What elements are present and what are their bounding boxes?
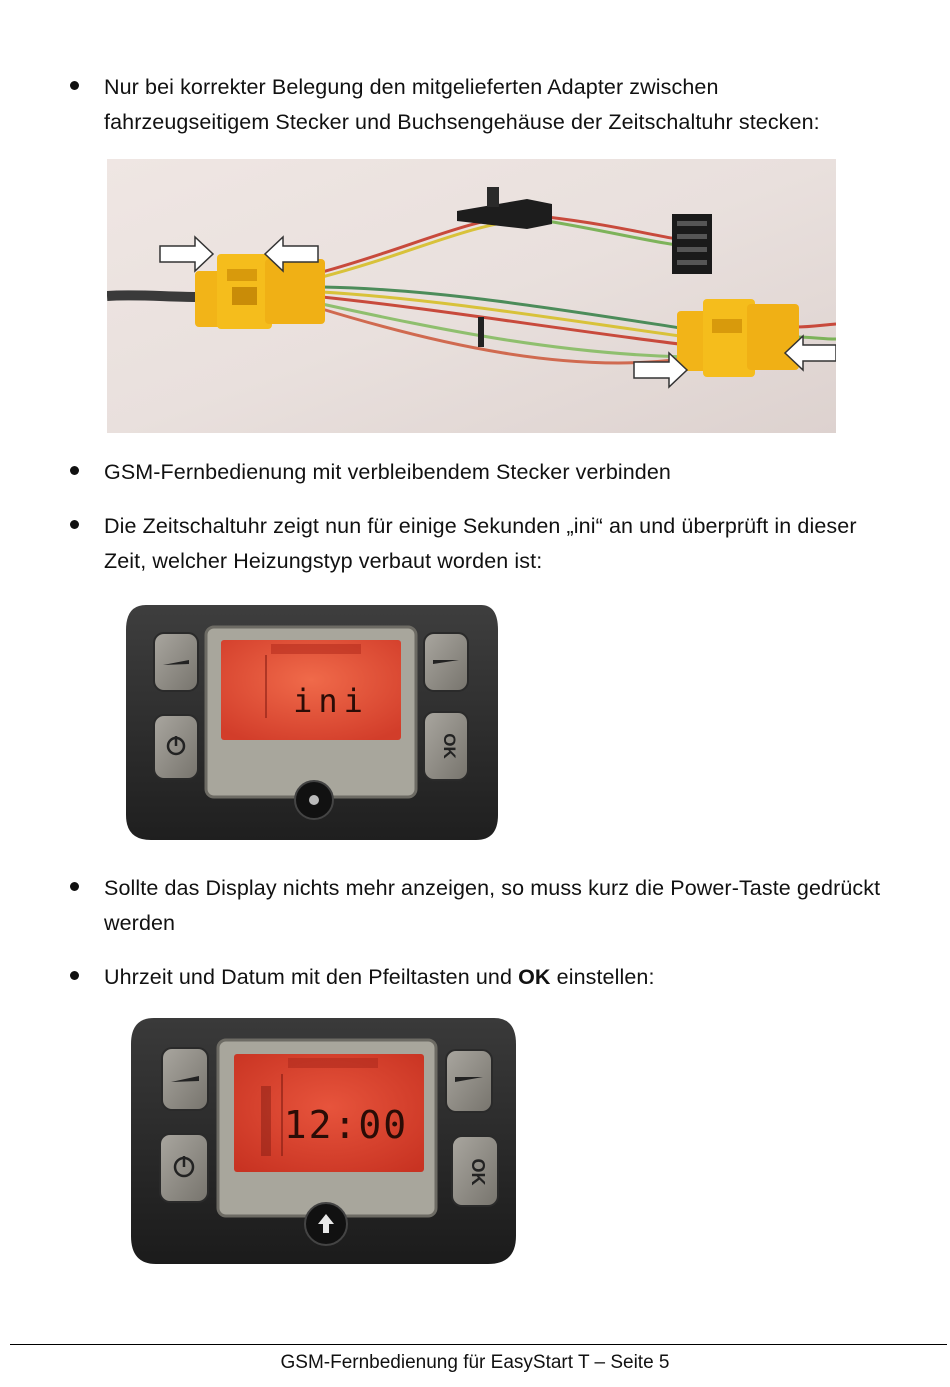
wiring-harness-photo [107,159,836,433]
footer-divider [10,1344,947,1345]
ok-label: OK [468,1158,488,1186]
bullet-text: Sollte das Display nichts mehr anzeigen, so muss kurz die Power-Taste gedrückt werden [104,876,881,935]
bullet-text-part2: einstellen: [550,965,655,989]
bullet-dot [70,81,79,90]
page-footer: GSM-Fernbedienung für EasyStart T – Seite 5 [280,1352,670,1373]
bullet-item-adapter [104,70,884,140]
bullet-dot [70,882,79,891]
bullet-text: Die Zeitschaltuhr zeigt nun für einige Sekunden „ini“ an und überprüft in dieser Zeit, welcher Heizungstyp verbaut worden ist: [104,514,857,573]
lcd-readout-time: 12:00 [283,1103,409,1147]
bullet-item-power [104,871,884,941]
ok-label: OK [440,733,459,759]
bullet-text-part1: Uhrzeit und Datum mit den Pfeiltasten und [104,965,519,989]
bullet-text-bold: OK [518,965,551,989]
bullet-text: Nur bei korrekter Belegung den mitgelieferten Adapter zwischen fahrzeugseitigem Stecker und Buchsengehäuse der Zeitschaltuhr stecken: [104,75,820,134]
bullet-item-connect [104,455,884,490]
bullet-dot [70,971,79,980]
bullet-dot [70,466,79,475]
lcd-readout-ini: ini [293,682,369,720]
timer-ini-photo [126,600,500,848]
bullet-item-ini [104,509,884,579]
timer-clock-photo [126,1016,519,1272]
bullet-dot [70,520,79,529]
bullet-item-time [104,960,884,995]
bullet-text: GSM-Fernbedienung mit verbleibendem Stecker verbinden [104,460,671,484]
